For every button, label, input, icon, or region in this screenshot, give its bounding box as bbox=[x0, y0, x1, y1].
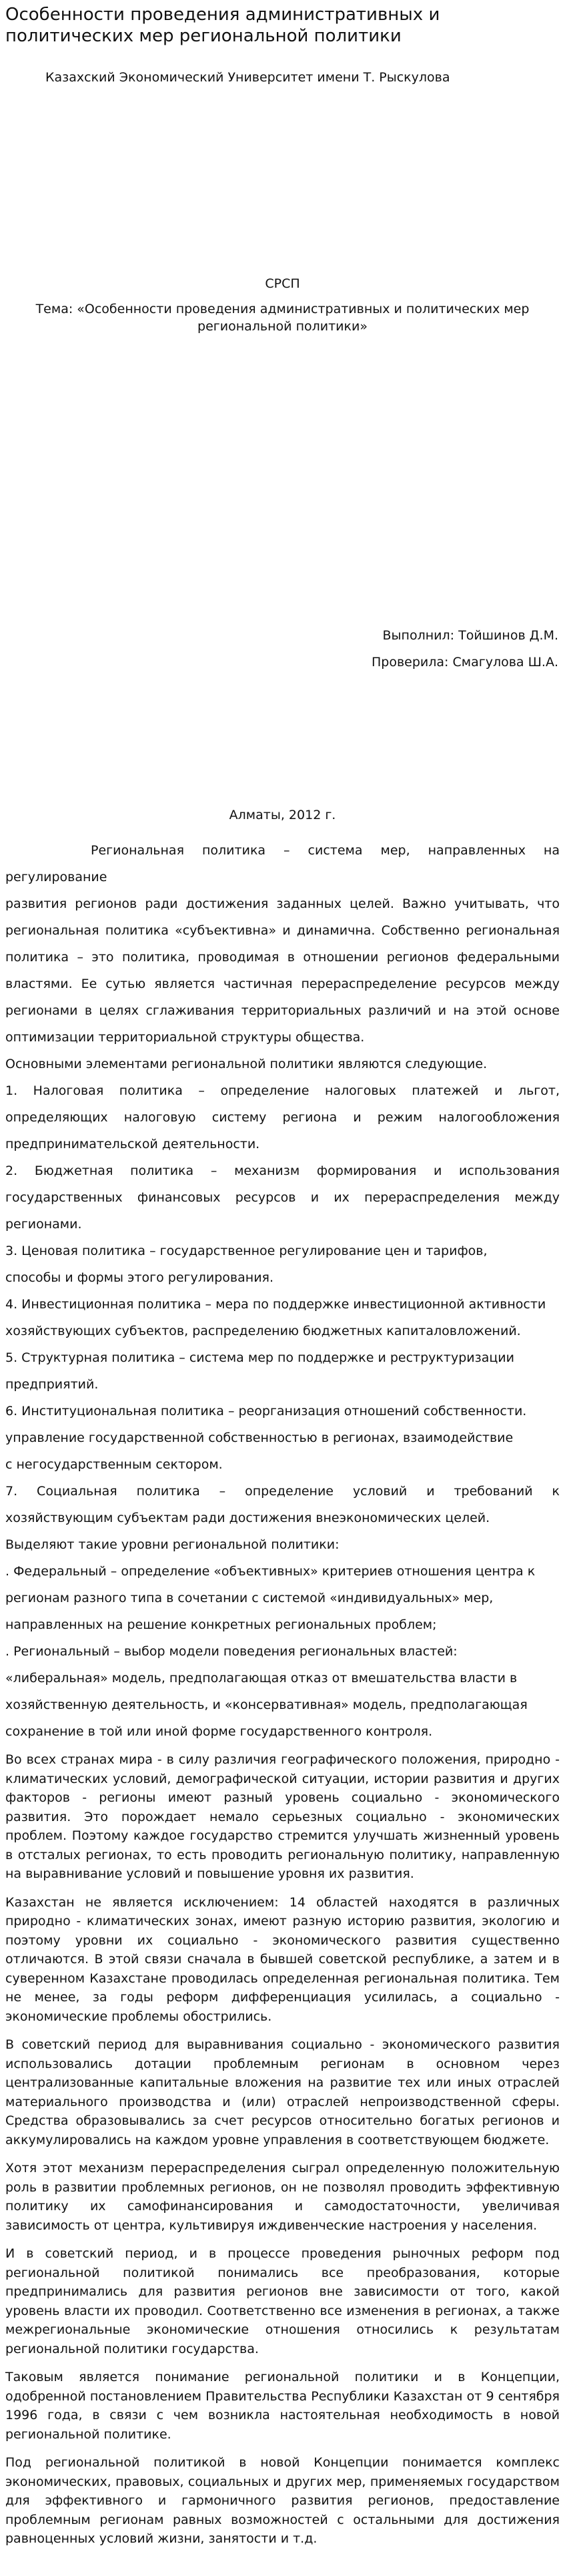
body-line: хозяйствующим субъектам ради достижения внеэкономических целей. bbox=[5, 1511, 490, 1525]
body-paragraph: Казахстан не является исключением: 14 областей находятся в различных природно - климатических зонах, имеют разную историю развития, экологию и поэтому уровни их социально - экономического развития существенно отличаются. В этой связи сначала в бывшей советской республике, а затем и в суверенном Казахстане проводилась определенная региональная политика. Тем не менее, за годы реформ дифференциация усилилась, а социально - экономические проблемы обострились. bbox=[5, 1894, 560, 2024]
body-line: предпринимательской деятельности. bbox=[5, 1137, 260, 1151]
body-line: предприятий. bbox=[5, 1377, 99, 1392]
body-paragraph: Хотя этот механизм перераспределения сыграл определенную положительную роль в развитии проблемных регионов, он не позволял проводить эффективную политику их самофинансирования и самодостаточности, увеличивая зависимость от центра, культивируя иждивенческие настроения у населения. bbox=[5, 2161, 560, 2233]
body-line: хозяйственную деятельность, и «консервативная» модель, предполагающая bbox=[5, 1698, 528, 1712]
body-paragraph: Таковым является понимание региональной политики и в Концепции, одобренной постановлением Правительства Республики Казахстан от 9 сентября 1996 года, в связи с чем возникла настоятельная необходимость в новой региональной политике. bbox=[5, 2370, 560, 2442]
body-line: хозяйствующих субъектов, распределению бюджетных капиталовложений. bbox=[5, 1324, 521, 1338]
document-body bbox=[5, 837, 560, 2558]
body-line: «либеральная» модель, предполагающая отказ от вмешательства власти в bbox=[5, 1671, 518, 1686]
body-line: региональная политика «субъективна» и динамична. Собственно региональная bbox=[5, 923, 560, 938]
document-title: Особенности проведения административных и политических мер региональной политики bbox=[5, 5, 440, 46]
list-item: 1. Налоговая политика – определение налоговых платежей и льгот, bbox=[5, 1083, 560, 1098]
body-line: сохранение в той или иной форме государственного контроля. bbox=[5, 1724, 433, 1739]
performed-by: Выполнил: Тойшинов Д.М. bbox=[382, 628, 558, 643]
body-paragraph: В советский период для выравнивания социально - экономического развития использовались дотации проблемным регионам в основном через централизованные капитальные вложения на развитие тех или иных отраслей материального производства и (или) отраслей непроизводственной сферы. Средства образовывались за счет ресурсов относительно богатых регионов и аккумулировались на каждом уровне управления в соответствующем бюджете. bbox=[5, 2037, 560, 2147]
list-item: . Региональный – выбор модели поведения региональных властей: bbox=[5, 1644, 458, 1659]
body-line: Выделяют такие уровни региональной политики: bbox=[5, 1537, 340, 1552]
body-line: регионам разного типа в сочетании с системой «индивидуальных» мер, bbox=[5, 1591, 494, 1605]
body-paragraph: Под региональной политикой в новой Концепции понимается комплекс экономических, правовых, социальных и других мер, применяемых государством для эффективного и гармоничного развития регионов, предоставление проблемным регионам равных возможностей с остальными для достижения равноценных условий жизни, занятости и т.д. bbox=[5, 2455, 560, 2546]
body-line: оптимизации территориальной структуры общества. bbox=[5, 1030, 365, 1045]
body-line: регионами в целях сглаживания территориальных различий и на этой основе bbox=[5, 1003, 560, 1018]
body-paragraph: Во всех странах мира - в силу различия географического положения, природно - климатических условий, демографической ситуации, истории развития и других факторов - регионы имеют разный уровень социально - экономического развития. Это порождает немало серьезных социально - экономических проблем. Поэтому каждое государство стремится улучшать жизненный уровень в отсталых регионах, то есть проводить региональную политику, направленную на выравнивание условий и повышение уровня их развития. bbox=[5, 1752, 560, 1881]
list-item: 5. Структурная политика – система мер по поддержке и реструктуризации bbox=[5, 1350, 514, 1365]
body-line: развития регионов ради достижения заданных целей. Важно учитывать, что bbox=[5, 896, 560, 911]
document-topic: Тема: «Особенности проведения административных и политических мер региональной политики» bbox=[35, 302, 530, 334]
city-year: Алматы, 2012 г. bbox=[229, 808, 336, 822]
body-line: регионами. bbox=[5, 1217, 82, 1232]
body-line: управление государственной собственностью в регионах, взаимодействие bbox=[5, 1431, 514, 1445]
list-item: . Федеральный – определение «объективных» критериев отношения центра к bbox=[5, 1564, 536, 1579]
body-line: политика – это политика, проводимая в отношении регионов федеральными bbox=[5, 950, 560, 965]
body-line: способы и формы этого регулирования. bbox=[5, 1270, 274, 1285]
body-line: Основными элементами региональной политики являются следующие. bbox=[5, 1057, 488, 1071]
body-line: с негосударственным сектором. bbox=[5, 1457, 223, 1472]
list-item: 3. Ценовая политика – государственное регулирование цен и тарифов, bbox=[5, 1244, 488, 1258]
body-line: властями. Ее сутью является частичная перераспределение ресурсов между bbox=[5, 977, 560, 991]
body-paragraph: И в советский период, и в процессе проведения рыночных реформ под региональной политикой понимались все преобразования, которые предпринимались для развития регионов вне зависимости от того, какой уровень власти их проводил. Соответственно все изменения в регионах, а также межрегиональные экономические отношения относились к результатам региональной политики государства. bbox=[5, 2246, 560, 2356]
body-line: определяющих налоговую систему региона и режим налогообложения bbox=[5, 1110, 560, 1125]
university-name: Казахский Экономический Университет имени Т. Рыскулова bbox=[45, 70, 450, 85]
checked-by: Проверила: Смагулова Ш.А. bbox=[371, 655, 558, 670]
list-item: 6. Институциональная политика – реорганизация отношений собственности. bbox=[5, 1404, 527, 1419]
list-item: 2. Бюджетная политика – механизм формирования и использования bbox=[5, 1164, 560, 1178]
document-type: СРСП bbox=[265, 276, 300, 291]
body-line: Региональная политика – система мер, направленных на регулирование bbox=[5, 843, 560, 884]
body-line: государственных финансовых ресурсов и их перераспределения между bbox=[5, 1190, 560, 1205]
body-line: направленных на решение конкретных региональных проблем; bbox=[5, 1617, 437, 1632]
list-item: 7. Социальная политика – определение условий и требований к bbox=[5, 1484, 560, 1499]
list-item: 4. Инвестиционная политика – мера по поддержке инвестиционной активности bbox=[5, 1297, 546, 1312]
